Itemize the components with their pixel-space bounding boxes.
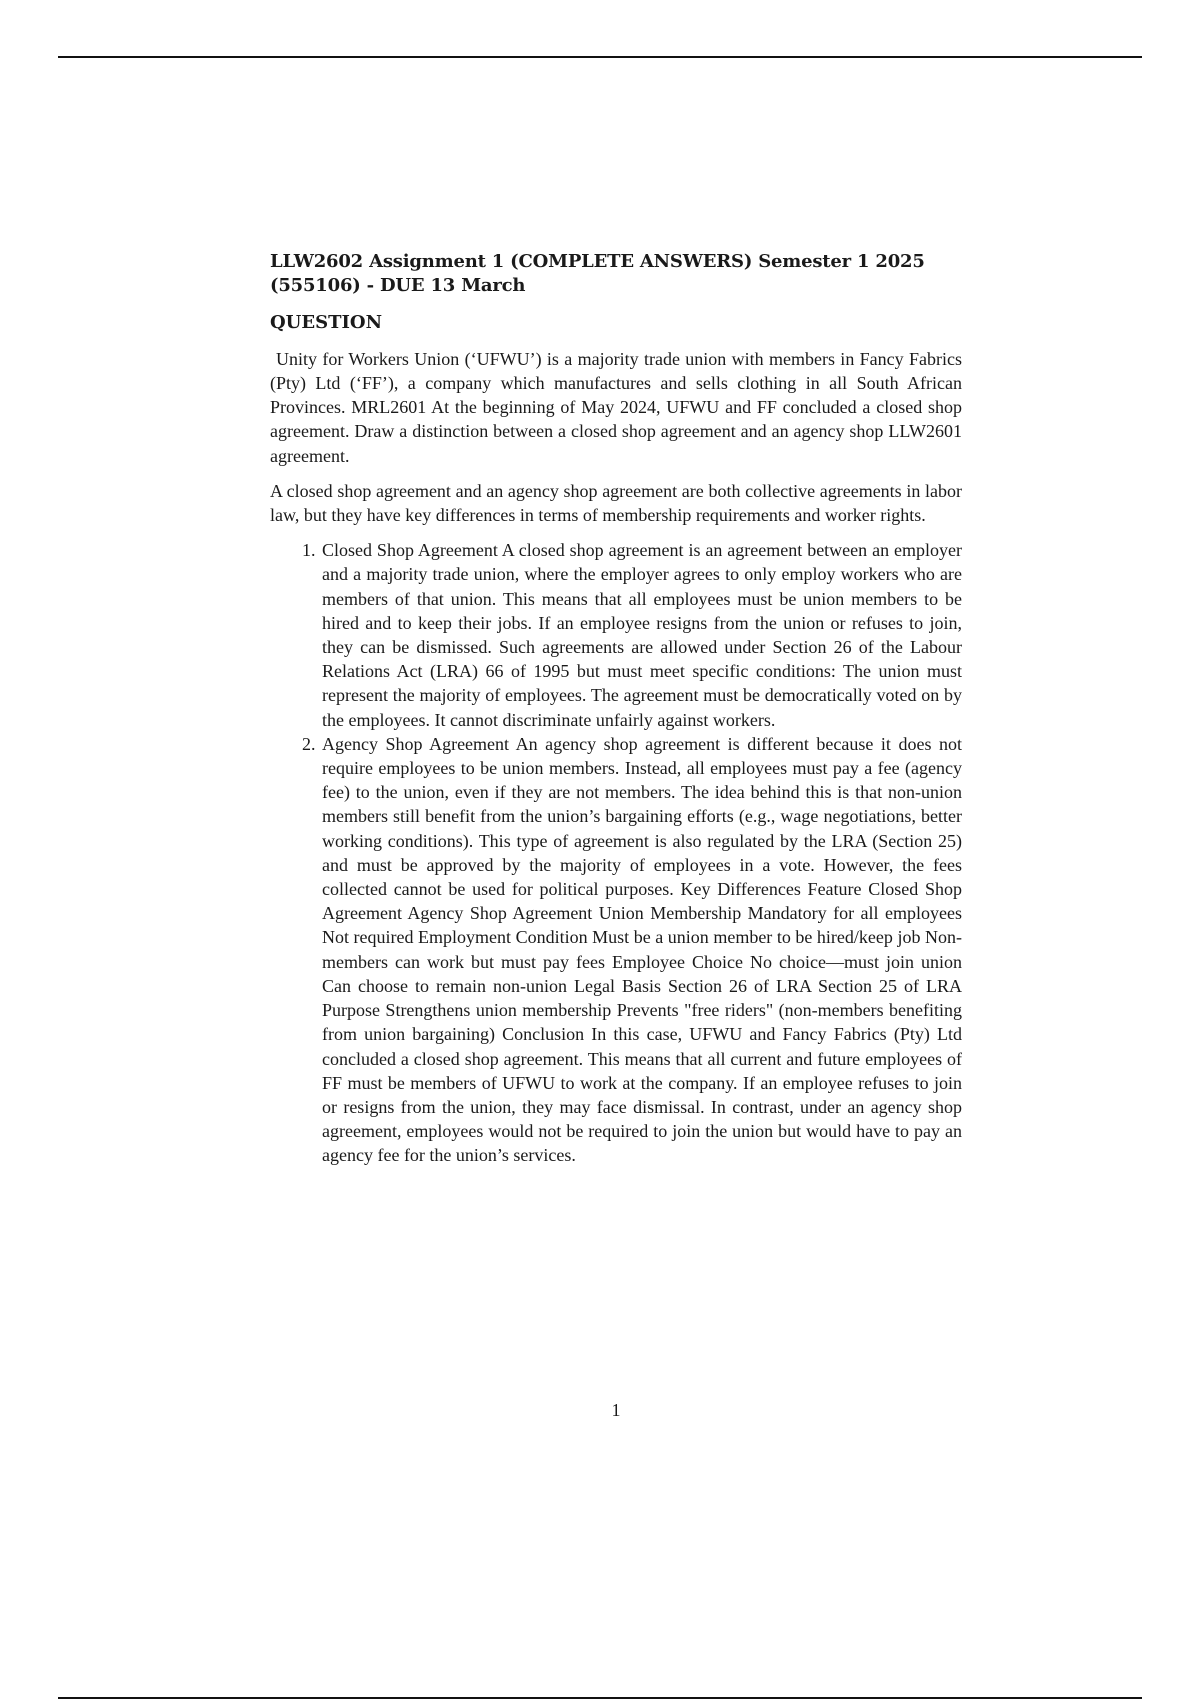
document-body [270,250,962,1168]
document-title: LLW2602 Assignment 1 (COMPLETE ANSWERS) Semester 1 2025 (555106) - DUE 13 March [270,251,925,297]
answer-item-agency-shop: 2. Agency Shop Agreement An agency shop agreement is different because it does not require employees to be union members. Instead, all employees must pay a fee (agency fee) to the union, even if they are not members. The idea behind this is that non-union members still benefit from the union’s bargaining efforts (e.g., wage negotiations, better working conditions). This type of agreement is also regulated by the LRA (Section 25) and must be approved by the majority of employees in a vote. However, the fees collected cannot be used for political purposes. Key Differences Feature Closed Shop Agreement Agency Shop Agreement Union Membership Mandatory for all employees Not required Employment Condition Must be a union member to be hired/keep job Non-members can work but must pay fees Employee Choice No choice—must join union Can choose to remain non-union Legal Basis Section 26 of LRA Section 25 of LRA Purpose Strengthens union membership Prevents "free riders" (non-members benefiting from union bargaining) Conclusion In this case, UFWU and Fancy Fabrics (Pty) Ltd concluded a closed shop agreement. This means that all current and future employees of FF must be members of UFWU to work at the company. If an employee refuses to join or resigns from the union, they may face dismissal. In contrast, under an agency shop agreement, employees would not be required to join the union but would have to pay an agency fee for the union’s services. [320,732,962,1168]
question-heading: QUESTION [270,311,383,333]
header-rule [58,56,1142,58]
answer-intro: A closed shop agreement and an agency shop agreement are both collective agreements in labor law, but they have key differences in terms of membership requirements and worker rights. [270,480,962,526]
question-text: Unity for Workers Union (‘UFWU’) is a majority trade union with members in Fancy Fabrics (Pty) Ltd (‘FF’), a company which manufactures and sells clothing in all South African Provinces. MRL2601 At the beginning of May 2024, UFWU and FF concluded a closed shop agreement. Draw a distinction between a closed shop agreement and an agency shop LLW2601 agreement. [270,348,962,466]
answer-item-closed-shop: 1. Closed Shop Agreement A closed shop agreement is an agreement between an employer and a majority trade union, where the employer agrees to only employ workers who are members of that union. This means that all employees must be union members to be hired and to keep their jobs. If an employee resigns from the union or refuses to join, they can be dismissed. Such agreements are allowed under Section 26 of the Labour Relations Act (LRA) 66 of 1995 but must meet specific conditions: The union must represent the majority of employees. The agreement must be democratically voted on by the employees. It cannot discriminate unfairly against workers. [320,538,962,732]
footer-rule [58,1697,1142,1699]
answer-list [270,538,962,1167]
page-number: 1 [611,1400,621,1420]
